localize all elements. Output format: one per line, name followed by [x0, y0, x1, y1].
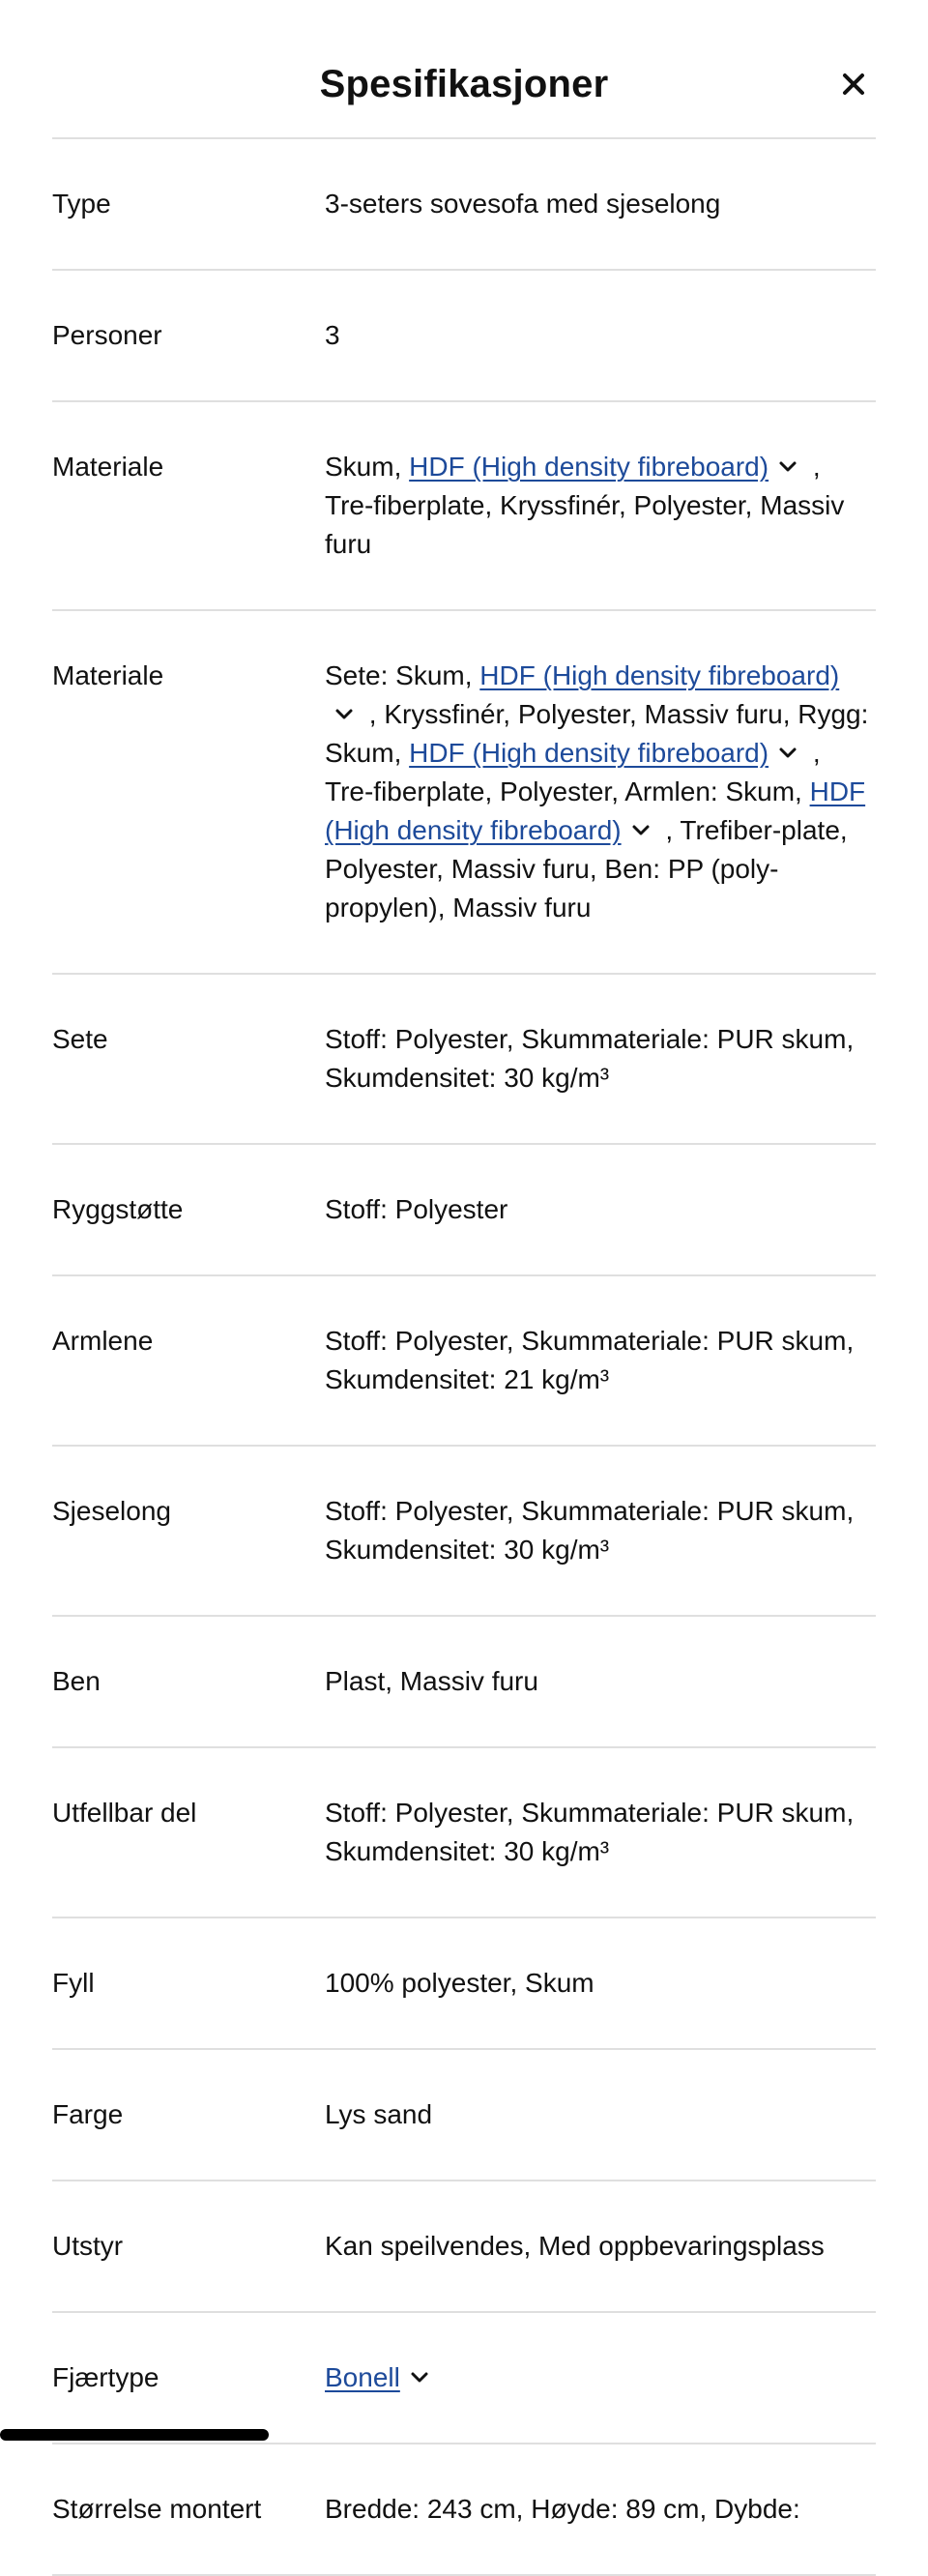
spec-label: Type [52, 189, 111, 219]
spec-row [52, 975, 876, 1145]
material-info-link[interactable]: Bonell [325, 2362, 400, 2392]
spec-value: Kan speilvendes, Med oppbevaringsplass [325, 2231, 825, 2261]
spec-label: Armlene [52, 1326, 154, 1356]
specifications-sheet [52, 0, 876, 2576]
spec-label: Utfellbar del [52, 1798, 197, 1828]
spec-row [52, 1447, 876, 1617]
spec-row [52, 1617, 876, 1748]
spec-value: Stoff: Polyester, Skummateriale: PUR skum, Skumdensitet: 21 kg/m³ [325, 1326, 855, 1394]
close-icon[interactable] [835, 66, 872, 102]
spec-label: Fjærtype [52, 2362, 160, 2392]
spec-value: Lys sand [325, 2099, 433, 2129]
spec-row [52, 402, 876, 611]
spec-label: Fyll [52, 1968, 95, 1998]
spec-value: 3 [325, 320, 340, 350]
spec-label: Ryggstøtte [52, 1194, 184, 1224]
spec-row [52, 1748, 876, 1918]
spec-row [52, 1276, 876, 1447]
spec-value-text: , Tre-fiberplate, Polyester, Armlen: Skum, [325, 738, 821, 806]
chevron-down-icon[interactable] [778, 460, 798, 474]
spec-value [325, 402, 876, 609]
spec-value-text: , Kryssfinér, Polyester, Massiv furu, Rygg: Skum, [325, 699, 869, 768]
spec-value-text: , Trefiber-plate, Polyester, Massiv furu, Ben: PP (poly-propylen), Massiv furu [325, 815, 848, 922]
spec-value: 100% polyester, Skum [325, 1968, 594, 1998]
spec-label: Sete [52, 1024, 108, 1054]
material-info-link[interactable]: HDF (High density fibreboard) [479, 660, 840, 690]
spec-row [52, 139, 876, 271]
material-info-link[interactable]: HDF (High density fibreboard) [409, 738, 769, 768]
page-title: Spesifikasjoner [319, 63, 609, 105]
spec-value [325, 611, 876, 973]
spec-row [52, 2050, 876, 2181]
spec-value-text: Sete: Skum, [325, 660, 480, 690]
spec-label: Ben [52, 1666, 101, 1696]
spec-row [52, 611, 876, 975]
spec-list [52, 139, 876, 2576]
spec-value: Stoff: Polyester, Skummateriale: PUR skum, Skumdensitet: 30 kg/m³ [325, 1798, 855, 1866]
spec-value: Bredde: 243 cm, Høyde: 89 cm, Dybde: [325, 2494, 800, 2524]
spec-row [52, 2313, 876, 2444]
spec-value: Stoff: Polyester, Skummateriale: PUR skum, Skumdensitet: 30 kg/m³ [325, 1496, 855, 1565]
spec-value: Stoff: Polyester, Skummateriale: PUR skum, Skumdensitet: 30 kg/m³ [325, 1024, 855, 1093]
spec-row [52, 1145, 876, 1276]
material-info-link[interactable]: HDF (High density fibreboard) [325, 776, 866, 845]
home-indicator [0, 2429, 269, 2441]
spec-label: Materiale [52, 660, 164, 690]
spec-label: Farge [52, 2099, 124, 2129]
spec-label: Materiale [52, 452, 164, 482]
chevron-down-icon[interactable] [410, 2371, 429, 2385]
chevron-down-icon[interactable] [631, 824, 651, 837]
spec-row [52, 2444, 876, 2576]
spec-value: 3-seters sovesofa med sjeselong [325, 189, 721, 219]
spec-label: Personer [52, 320, 162, 350]
spec-value [325, 2313, 876, 2443]
spec-row [52, 1918, 876, 2050]
spec-row [52, 271, 876, 402]
spec-row [52, 2181, 876, 2313]
spec-value-text: Skum, [325, 452, 410, 482]
spec-label: Utstyr [52, 2231, 124, 2261]
chevron-down-icon[interactable] [778, 746, 798, 760]
material-info-link[interactable]: HDF (High density fibreboard) [409, 452, 769, 482]
chevron-down-icon[interactable] [334, 708, 354, 721]
spec-value-text: , Tre-fiberplate, Kryssfinér, Polyester, Massiv furu [325, 452, 845, 559]
spec-value: Plast, Massiv furu [325, 1666, 538, 1696]
spec-label: Størrelse montert [52, 2494, 262, 2524]
spec-label: Sjeselong [52, 1496, 171, 1526]
sheet-header [52, 0, 876, 139]
spec-value: Stoff: Polyester [325, 1194, 508, 1224]
